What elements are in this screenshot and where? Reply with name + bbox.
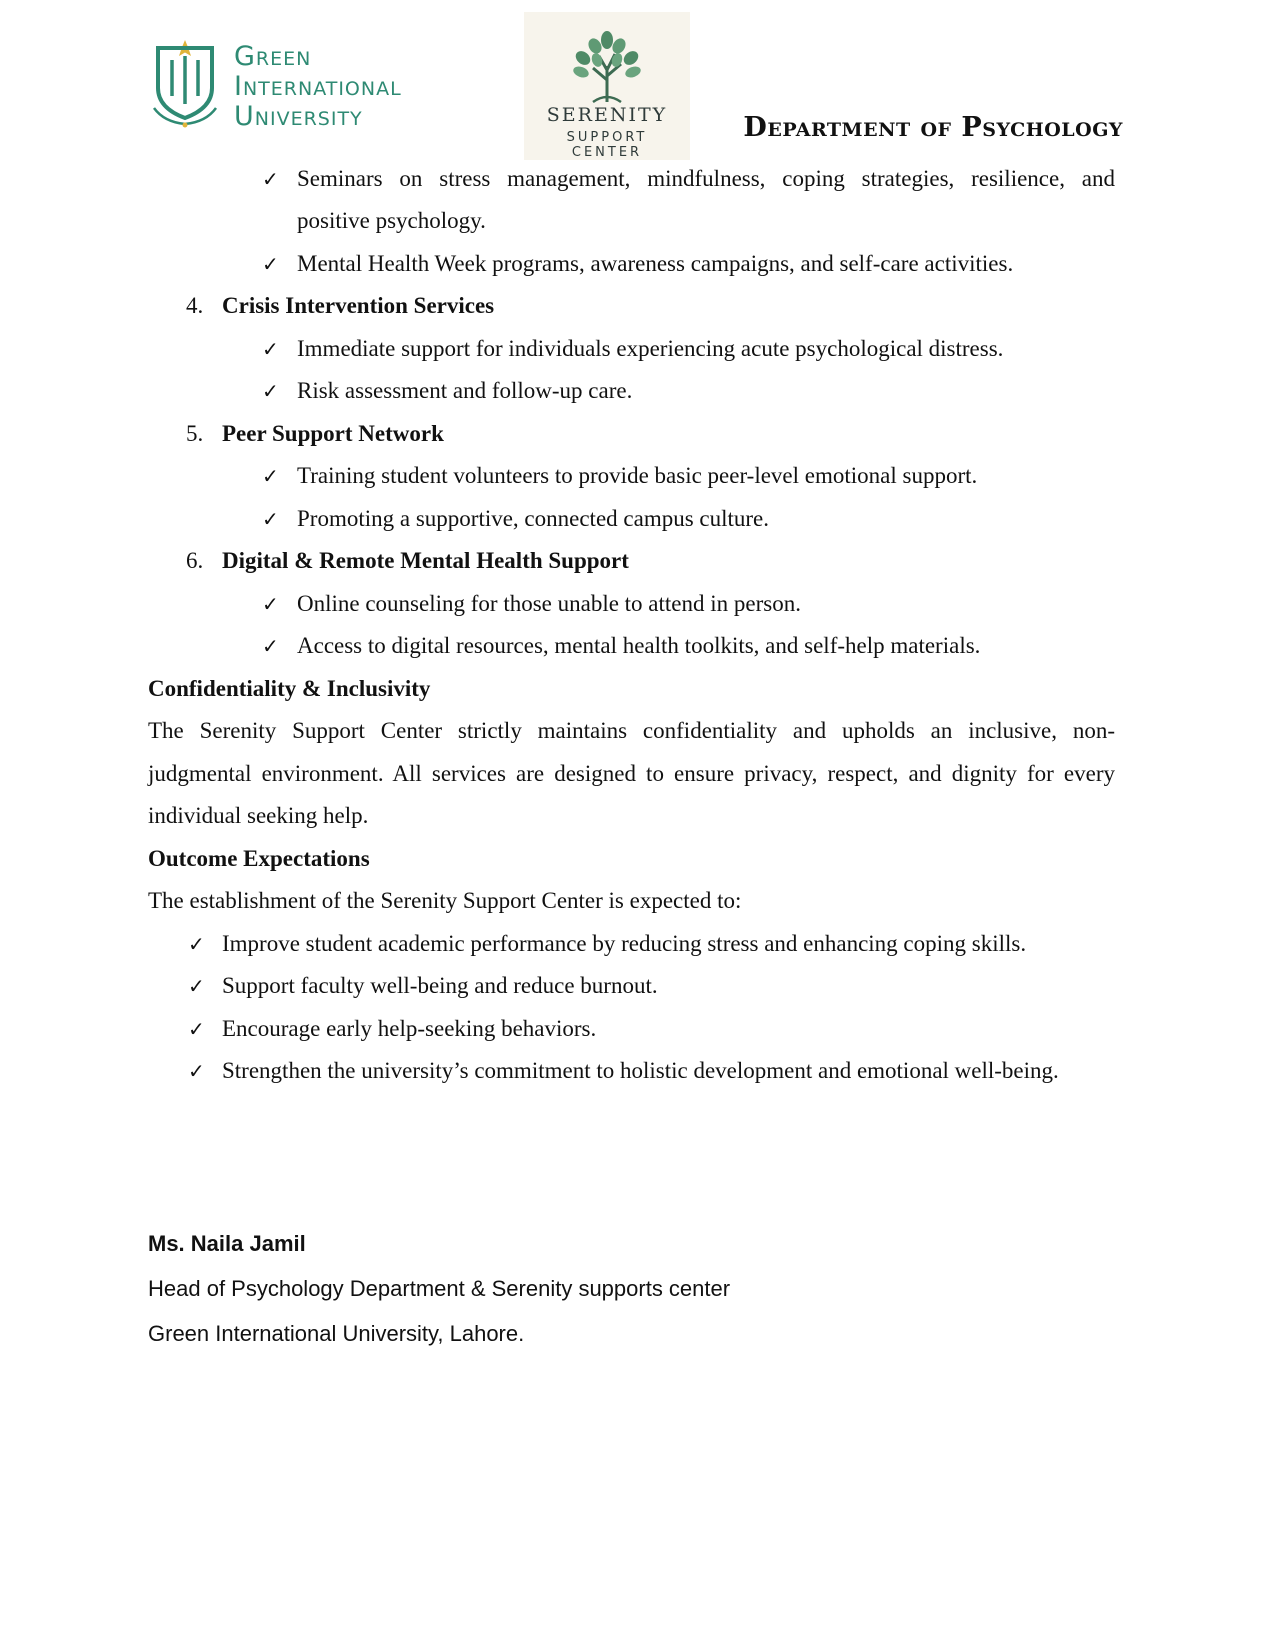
bullet-text: Online counseling for those unable to attend in person. xyxy=(297,591,801,616)
check-icon: ✓ xyxy=(188,932,205,956)
paragraph-line: The establishment of the Serenity Support Center is expected to: xyxy=(148,888,742,913)
paragraph-line: individual seeking help. xyxy=(148,803,369,828)
tree-icon xyxy=(569,30,645,104)
university-logo xyxy=(150,38,450,138)
section-heading: Outcome Expectations xyxy=(148,846,370,871)
university-name-line: International xyxy=(234,71,402,102)
bullet-text: Support faculty well-being and reduce burnout. xyxy=(222,973,658,998)
section-item-title: Peer Support Network xyxy=(222,421,444,446)
university-emblem-icon xyxy=(150,38,220,128)
check-icon: ✓ xyxy=(262,507,279,531)
list-number: 5. xyxy=(186,421,204,446)
section-heading: Confidentiality & Inclusivity xyxy=(148,676,431,701)
check-icon: ✓ xyxy=(262,464,279,488)
bullet-text: positive psychology. xyxy=(297,208,486,233)
bullet-text: Mental Health Week programs, awareness campaigns, and self-care activities. xyxy=(297,251,1014,276)
signatory-title: Head of Psychology Department & Serenity supports center xyxy=(148,1276,731,1301)
serenity-center-logo xyxy=(524,12,690,160)
bullet-text: Promoting a supportive, connected campus culture. xyxy=(297,506,770,531)
bullet-text: Risk assessment and follow-up care. xyxy=(297,378,633,403)
center-logo-title: SERENITY xyxy=(546,104,668,126)
university-name-line: Green xyxy=(234,41,312,72)
check-icon: ✓ xyxy=(188,974,205,998)
bullet-text: Immediate support for individuals experiencing acute psychological distress. xyxy=(297,336,1004,361)
list-number: 6. xyxy=(186,548,204,573)
check-icon: ✓ xyxy=(262,167,279,191)
check-icon: ✓ xyxy=(188,1059,205,1083)
bullet-text: Seminars on stress management, mindfulness, coping strategies, resilience, and xyxy=(297,166,1115,191)
bullet-text: Access to digital resources, mental health toolkits, and self-help materials. xyxy=(297,633,981,658)
bullet-text: Improve student academic performance by reducing stress and enhancing coping skills. xyxy=(222,931,1027,956)
check-icon: ✓ xyxy=(262,337,279,361)
bullet-text: Encourage early help-seeking behaviors. xyxy=(222,1016,597,1041)
signatory-name: Ms. Naila Jamil xyxy=(148,1231,306,1256)
university-name-line: University xyxy=(234,101,363,132)
check-icon: ✓ xyxy=(262,252,279,276)
signatory-affiliation: Green International University, Lahore. xyxy=(148,1321,525,1346)
bullet-text: Training student volunteers to provide basic peer-level emotional support. xyxy=(297,463,978,488)
paragraph-line: The Serenity Support Center strictly maintains confidentiality and upholds an inclusive, non- xyxy=(148,718,1115,743)
check-icon: ✓ xyxy=(262,634,279,658)
bullet-text: Strengthen the university’s commitment to holistic development and emotional well-being. xyxy=(222,1058,1059,1083)
university-name xyxy=(234,42,402,132)
center-logo-subtitle: CENTER xyxy=(571,145,643,160)
section-item-title: Digital & Remote Mental Health Support xyxy=(222,548,629,573)
check-icon: ✓ xyxy=(262,592,279,616)
section-item-title: Crisis Intervention Services xyxy=(222,293,495,318)
list-number: 4. xyxy=(186,293,204,318)
check-icon: ✓ xyxy=(262,379,279,403)
paragraph-line: judgmental environment. All services are designed to ensure privacy, respect, and dignity for every xyxy=(148,761,1115,786)
check-icon: ✓ xyxy=(188,1017,205,1041)
department-title: Department of Psychology xyxy=(743,112,1123,143)
center-logo-subtitle: SUPPORT xyxy=(566,130,648,145)
